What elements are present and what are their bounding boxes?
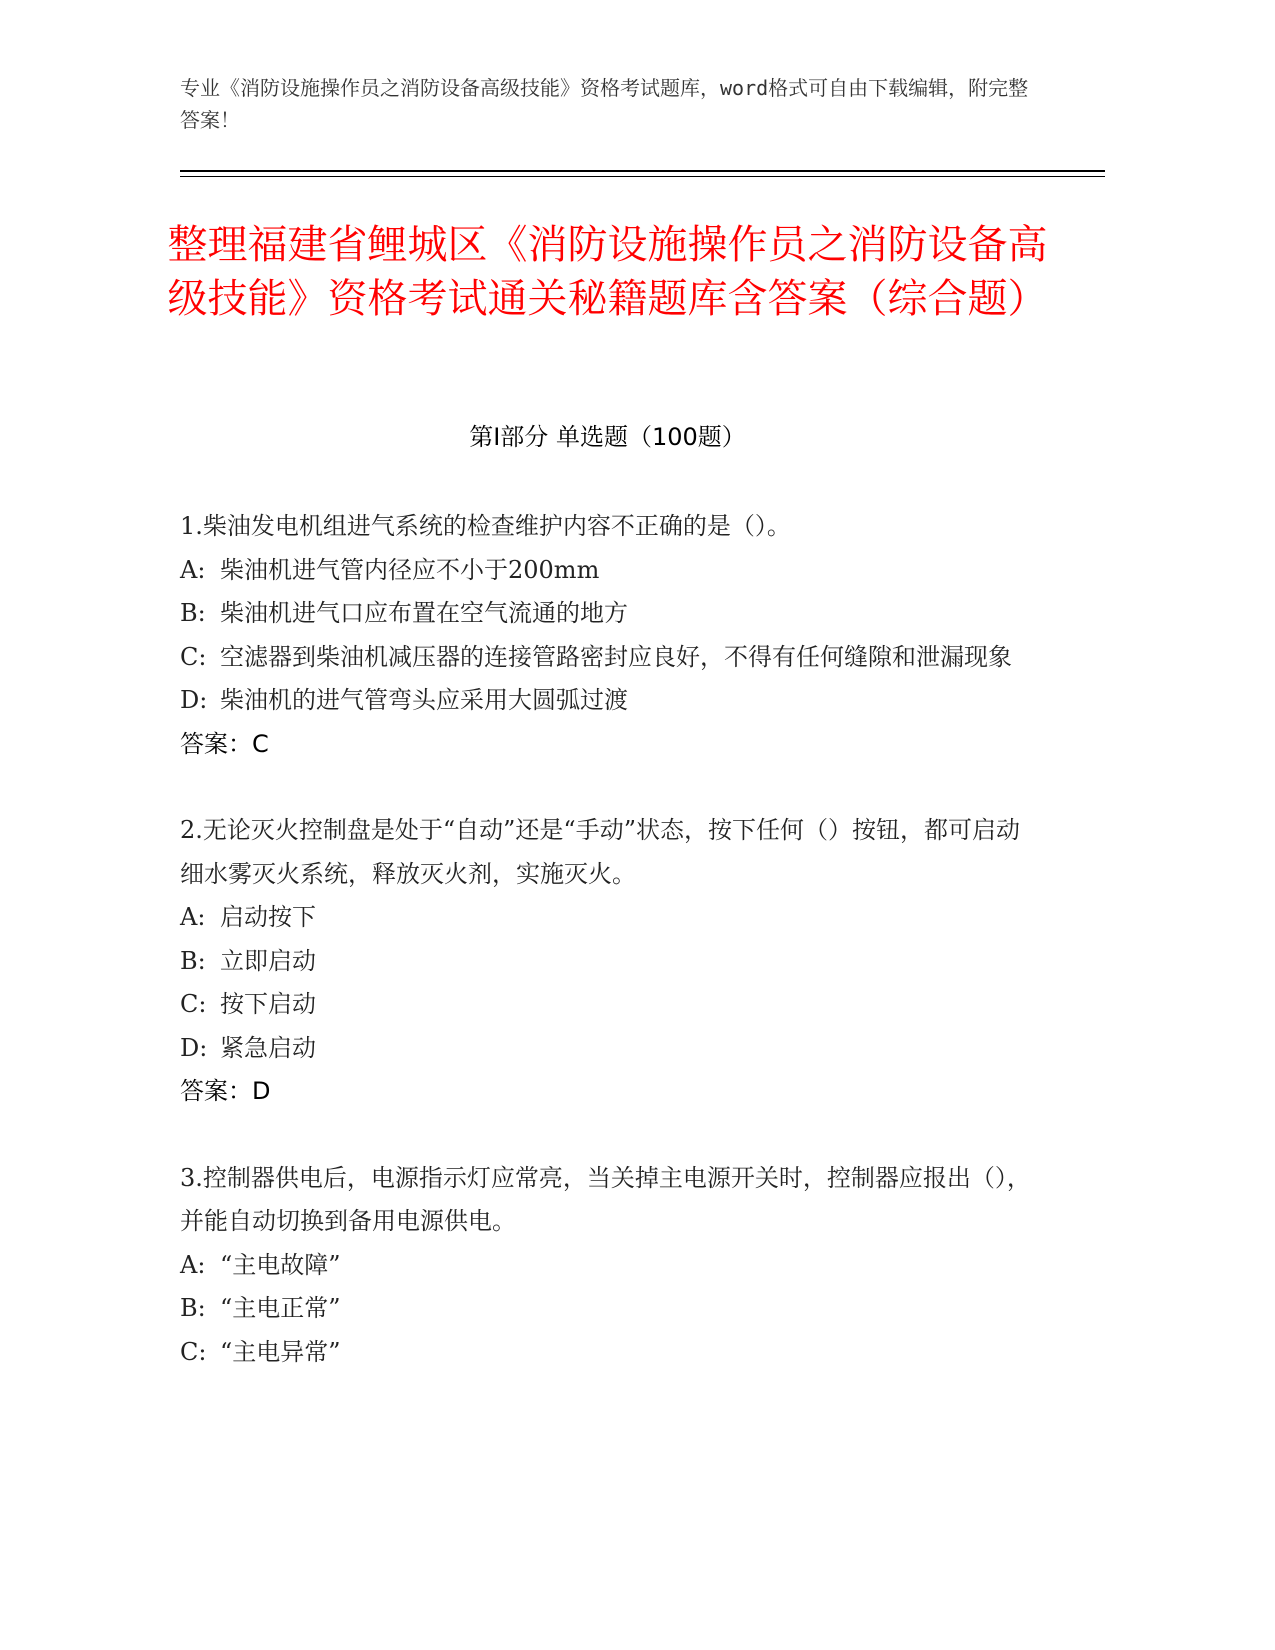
option-a (180, 549, 1040, 593)
question-stem: 2.无论灭火控制盘是处于“自动”还是“手动”状态，按下任何（）按钮，都可启动细水雾灭火系统，释放灭火剂，实施灭火。 (180, 816, 1020, 888)
option-text: 按下启动 (220, 990, 316, 1018)
option-a (180, 1244, 1040, 1288)
option-a (180, 896, 1040, 940)
answer-line: 答案：C (180, 729, 269, 758)
option-key: A: (180, 1250, 206, 1279)
option-key: B: (180, 946, 206, 975)
option-text: 空滤器到柴油机减压器的连接管路密封应良好，不得有任何缝隙和泄漏现象 (220, 642, 1012, 671)
option-key: B: (180, 1294, 206, 1322)
option-text: 柴油机进气管内径应不小于200mm (220, 555, 600, 584)
header-divider-thick (180, 170, 1105, 172)
question-stem: 1.柴油发电机组进气系统的检查维护内容不正确的是（）。 (180, 512, 791, 540)
question-1 (180, 505, 1040, 766)
question-stem: 3.控制器供电后，电源指示灯应常亮，当关掉主电源开关时，控制器应报出（），并能自动切换到备用电源供电。 (180, 1163, 1031, 1235)
option-text: 紧急启动 (220, 1033, 316, 1062)
option-b (180, 592, 1040, 636)
question-list (180, 505, 1040, 1417)
option-b (180, 1287, 1040, 1331)
option-d (180, 679, 1040, 723)
header-note: 专业《消防设施操作员之消防设备高级技能》资格考试题库，word格式可自由下载编辑，附完整答案！ (180, 76, 1029, 132)
option-text: 启动按下 (220, 903, 316, 931)
section-title: 第Ⅰ部分 单选题（100题） (469, 423, 746, 451)
option-key: C: (180, 642, 207, 671)
option-text: “主电正常” (220, 1294, 341, 1322)
header-divider-thin (180, 176, 1105, 177)
option-key: C: (180, 990, 207, 1018)
option-text: 柴油机进气口应布置在空气流通的地方 (220, 599, 628, 627)
option-key: C: (180, 1337, 207, 1366)
option-c (180, 1331, 1040, 1375)
option-text: “主电故障” (220, 1250, 341, 1279)
option-key: B: (180, 599, 206, 627)
option-c (180, 636, 1040, 680)
option-key: A: (180, 555, 206, 584)
option-text: 柴油机的进气管弯头应采用大圆弧过渡 (220, 686, 628, 714)
question-2 (180, 809, 1040, 1114)
option-key: A: (180, 903, 206, 931)
option-d (180, 1027, 1040, 1071)
document-title: 整理福建省鲤城区《消防设施操作员之消防设备高级技能》资格考试通关秘籍题库含答案（综合题） (167, 222, 1048, 322)
option-c (180, 983, 1040, 1027)
option-b (180, 940, 1040, 984)
option-key: D: (180, 1033, 208, 1062)
option-text: “主电异常” (220, 1337, 341, 1366)
question-3 (180, 1157, 1040, 1375)
option-key: D: (180, 686, 208, 714)
answer-line: 答案：D (180, 1077, 271, 1105)
option-text: 立即启动 (220, 946, 316, 975)
